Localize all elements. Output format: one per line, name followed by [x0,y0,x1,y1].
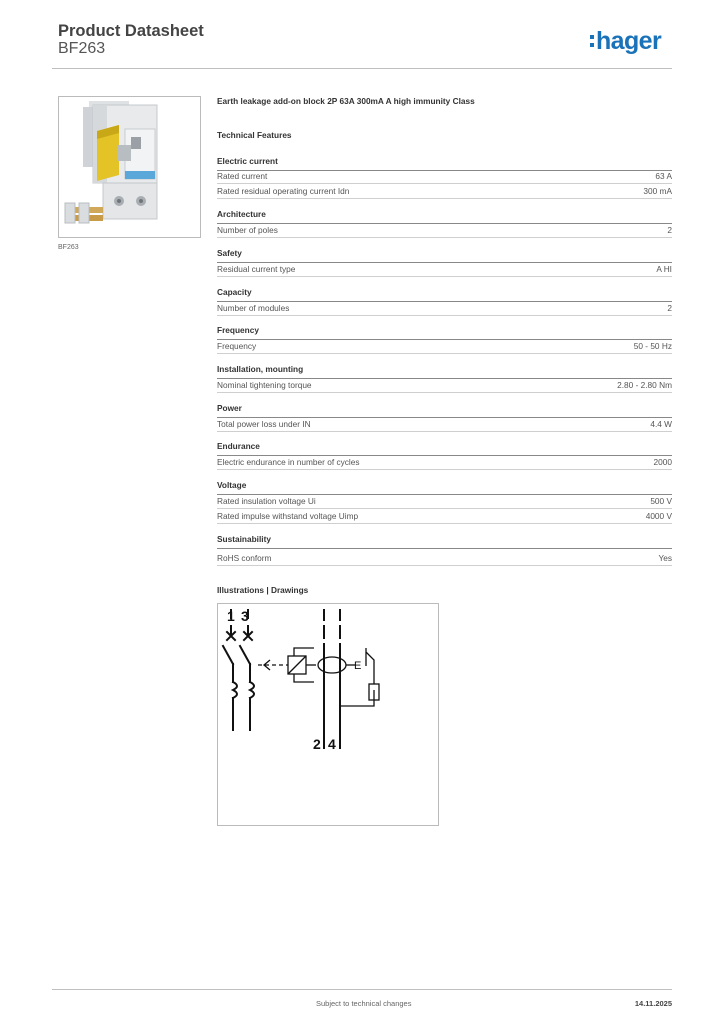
spec-value: 4000 V [645,511,672,521]
spec-label: Rated current [217,171,268,181]
technical-features-heading: Technical Features [217,130,292,140]
spec-row [217,262,672,277]
section-heading: Architecture [217,209,672,224]
product-code: BF263 [58,40,106,57]
spec-label: Rated insulation voltage Ui [217,496,316,506]
header-divider [52,68,672,69]
spec-label: Rated impulse withstand voltage Uimp [217,511,359,521]
section-heading: Power [217,403,672,418]
product-name: Earth leakage add-on block 2P 63A 300mA A high immunity Class [217,96,475,106]
spec-value: Yes [658,553,672,563]
section-heading: Capacity [217,287,672,302]
logo-colon-icon [590,35,594,47]
spec-value: 4.4 W [650,419,672,429]
spec-row [217,494,672,509]
spec-row [217,223,672,238]
spec-row [217,509,672,524]
terminal-label: 4 [328,736,336,752]
footer-note: Subject to technical changes [316,999,412,1008]
product-image [58,96,201,238]
spec-row [217,417,672,432]
terminal-label: 1 [227,608,235,624]
spec-value: 2.80 - 2.80 Nm [617,380,672,390]
spec-row [217,301,672,316]
spec-value: 2 [667,303,672,313]
terminal-label: 3 [241,608,249,624]
section-heading: Endurance [217,441,672,456]
section-heading: Safety [217,248,672,263]
illustrations-heading: Illustrations | Drawings [217,585,309,595]
section-heading: Sustainability [217,534,672,549]
footer-date: 14.11.2025 [634,999,672,1008]
spec-row [217,551,672,566]
spec-label: Residual current type [217,264,296,274]
spec-row [217,339,672,354]
spec-row [217,184,672,199]
spec-value: A HI [656,264,672,274]
spec-value: 300 mA [643,186,672,196]
spec-label: Electric endurance in number of cycles [217,457,360,467]
spec-label: Number of modules [217,303,290,313]
spec-value: 2000 [653,457,672,467]
spec-value: 500 V [650,496,672,506]
wiring-diagram-svg [218,604,438,825]
spec-label: Number of poles [217,225,278,235]
image-caption: BF263 [58,244,79,251]
spec-row [217,378,672,393]
spec-row [217,455,672,470]
spec-label: Rated residual operating current Idn [217,186,350,196]
section-heading: Electric current [217,156,672,171]
spec-value: 2 [667,225,672,235]
page-title: Product Datasheet [58,22,204,40]
spec-label: Frequency [217,341,257,351]
wiring-diagram [217,603,439,826]
section-heading: Voltage [217,480,672,495]
spec-value: 63 A [655,171,672,181]
spec-label: RoHS conform [217,553,272,563]
test-button-label: E [354,660,362,672]
section-heading: Frequency [217,325,672,340]
terminal-label: 2 [313,736,321,752]
logo-text: hager [596,26,662,55]
footer-divider [52,989,672,990]
spec-row [217,169,672,184]
spec-label: Nominal tightening torque [217,380,312,390]
brand-logo [590,28,661,54]
spec-value: 50 - 50 Hz [633,341,672,351]
spec-label: Total power loss under IN [217,419,311,429]
section-heading: Installation, mounting [217,364,672,379]
